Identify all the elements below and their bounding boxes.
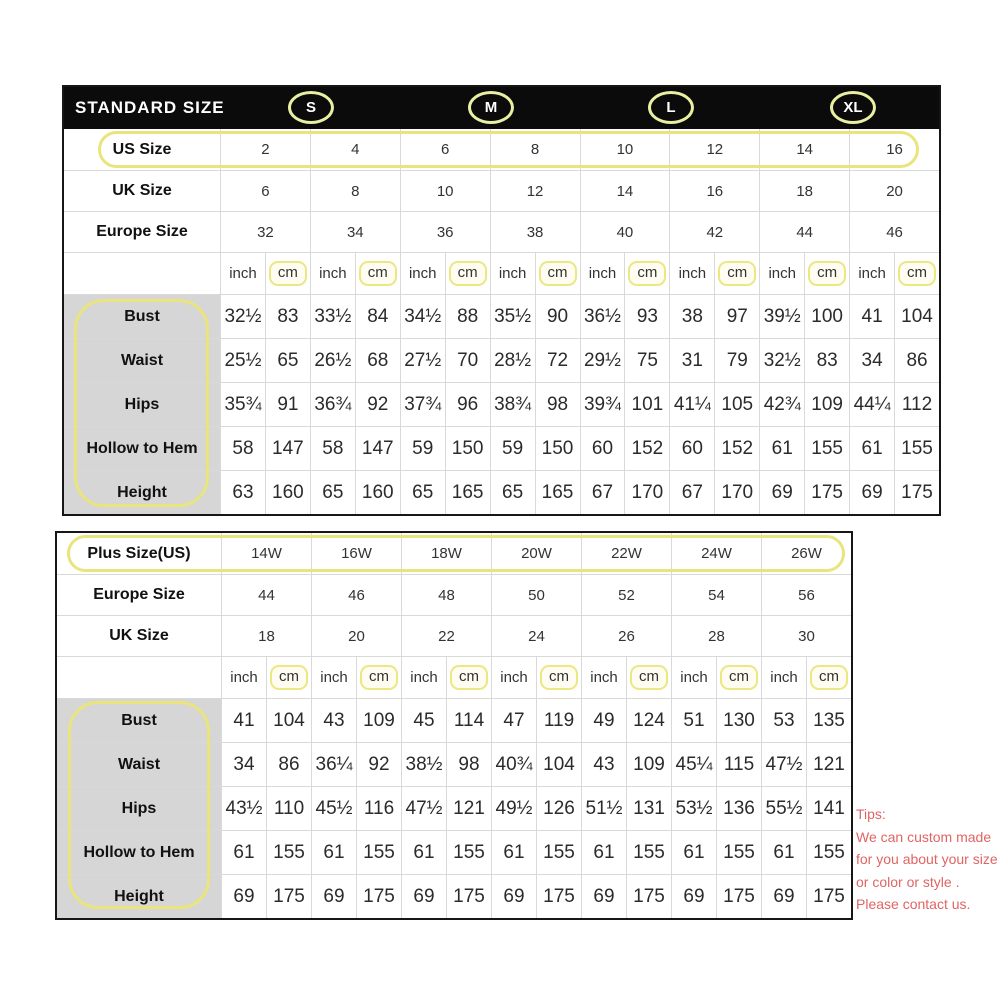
row-label: UK Size <box>109 627 169 644</box>
tips-line: Please contact us. <box>856 896 971 912</box>
measure-cm-cell: 124 <box>626 699 671 742</box>
measure-cm-cell: 119 <box>536 699 581 742</box>
measure-inch-cell: 47 <box>491 699 536 742</box>
measure-cm-cell: 160 <box>355 471 400 514</box>
measure-inch-cell: 60 <box>669 427 714 470</box>
unit-inch-cell: inch <box>221 657 266 698</box>
size-cell: 6 <box>220 171 310 211</box>
tips-line: for you about your size <box>856 851 998 867</box>
row-plus-size-us <box>57 533 851 574</box>
measure-inch-cell: 67 <box>580 471 625 514</box>
unit-cm-cell <box>265 253 310 294</box>
unit-inch-cell: inch <box>669 253 714 294</box>
size-cell: 12 <box>490 171 580 211</box>
cm-highlight-badge: cm <box>810 665 848 690</box>
measure-inch-cell: 41¼ <box>669 383 714 426</box>
row-uk-size <box>57 615 851 656</box>
measure-cm-cell: 104 <box>894 295 939 338</box>
cm-highlight-badge: cm <box>540 665 578 690</box>
measure-inch-cell: 39½ <box>759 295 804 338</box>
row-hips <box>64 382 939 426</box>
row-bust <box>64 294 939 338</box>
measure-inch-cell: 45¼ <box>671 743 716 786</box>
measure-inch-cell: 61 <box>311 831 356 874</box>
size-cell: 14 <box>759 129 849 170</box>
cm-highlight-badge: cm <box>808 261 846 286</box>
size-cell: 8 <box>490 129 580 170</box>
measure-cm-cell: 97 <box>714 295 759 338</box>
measure-cm-cell: 98 <box>535 383 580 426</box>
measure-label: Height <box>57 875 221 918</box>
row-label: Plus Size(US) <box>87 544 191 562</box>
size-cell: 18 <box>221 616 311 656</box>
plus-size-table <box>55 531 853 920</box>
measure-cm-cell: 152 <box>714 427 759 470</box>
unit-cm-cell <box>806 657 851 698</box>
measure-cm-cell: 88 <box>445 295 490 338</box>
size-badge-s: S <box>288 91 334 124</box>
measure-inch-cell: 65 <box>310 471 355 514</box>
measure-cm-cell: 147 <box>265 427 310 470</box>
plus-size-rows <box>57 533 851 918</box>
row-europe-size <box>64 211 939 252</box>
row-label: US Size <box>112 140 172 158</box>
measure-inch-cell: 34 <box>221 743 266 786</box>
measure-cm-cell: 175 <box>446 875 491 918</box>
measure-inch-cell: 38½ <box>401 743 446 786</box>
row-units <box>57 656 851 698</box>
measure-inch-cell: 58 <box>310 427 355 470</box>
size-cell: 36 <box>400 212 490 252</box>
size-cell: 44 <box>759 212 849 252</box>
row-us-size <box>64 129 939 170</box>
measure-inch-cell: 35½ <box>490 295 535 338</box>
measure-cm-cell: 68 <box>355 339 400 382</box>
measure-cm-cell: 155 <box>716 831 761 874</box>
measure-cm-cell: 135 <box>806 699 851 742</box>
unit-cm-cell <box>445 253 490 294</box>
measure-inch-cell: 45½ <box>311 787 356 830</box>
measure-label: Height <box>64 471 220 514</box>
measure-inch-cell: 65 <box>490 471 535 514</box>
measure-cm-cell: 170 <box>714 471 759 514</box>
measure-cm-cell: 155 <box>356 831 401 874</box>
measure-cm-cell: 121 <box>806 743 851 786</box>
measure-label: Hollow to Hem <box>64 427 220 470</box>
measure-cm-cell: 175 <box>716 875 761 918</box>
row-label: Europe Size <box>93 586 185 603</box>
row-waist <box>64 338 939 382</box>
measure-inch-cell: 51½ <box>581 787 626 830</box>
measure-cm-cell: 155 <box>626 831 671 874</box>
measure-cm-cell: 175 <box>266 875 311 918</box>
measure-inch-cell: 27½ <box>400 339 445 382</box>
measure-label: Waist <box>57 743 221 786</box>
measure-inch-cell: 53 <box>761 699 806 742</box>
measure-inch-cell: 61 <box>401 831 446 874</box>
unit-cm-cell <box>355 253 400 294</box>
row-units <box>64 252 939 294</box>
cm-highlight-badge: cm <box>628 261 666 286</box>
measure-cm-cell: 91 <box>265 383 310 426</box>
measure-cm-cell: 86 <box>266 743 311 786</box>
measure-inch-cell: 61 <box>761 831 806 874</box>
measure-inch-cell: 47½ <box>401 787 446 830</box>
row-europe-size <box>57 574 851 615</box>
measure-cm-cell: 115 <box>716 743 761 786</box>
size-cell: 24 <box>491 616 581 656</box>
measure-cm-cell: 165 <box>445 471 490 514</box>
measure-inch-cell: 69 <box>761 875 806 918</box>
measure-cm-cell: 130 <box>716 699 761 742</box>
unit-inch-cell: inch <box>311 657 356 698</box>
cm-highlight-badge: cm <box>360 665 398 690</box>
size-cell: 16 <box>849 129 939 170</box>
standard-size-title: STANDARD SIZE <box>75 98 225 117</box>
unit-inch-cell: inch <box>581 657 626 698</box>
tips-title: Tips: <box>856 806 886 822</box>
size-cell: 28 <box>671 616 761 656</box>
tips-line: or color or style . <box>856 873 960 890</box>
measure-label: Bust <box>57 699 221 742</box>
size-cell: 48 <box>401 575 491 615</box>
size-cell: 10 <box>400 171 490 211</box>
measure-cm-cell: 126 <box>536 787 581 830</box>
unit-cm-cell <box>266 657 311 698</box>
size-cell: 18W <box>401 533 491 574</box>
unit-cm-cell <box>714 253 759 294</box>
measure-cm-cell: 175 <box>356 875 401 918</box>
size-cell: 46 <box>849 212 939 252</box>
measure-inch-cell: 32½ <box>220 295 265 338</box>
unit-inch-cell: inch <box>400 253 445 294</box>
measure-cm-cell: 155 <box>894 427 939 470</box>
size-cell: 42 <box>669 212 759 252</box>
unit-inch-cell: inch <box>310 253 355 294</box>
measure-cm-cell: 98 <box>446 743 491 786</box>
measure-cm-cell: 101 <box>624 383 669 426</box>
measure-inch-cell: 38¾ <box>490 383 535 426</box>
unit-inch-cell: inch <box>490 253 535 294</box>
tips-line: We can custom made <box>856 828 992 845</box>
measure-cm-cell: 175 <box>894 471 939 514</box>
measure-cm-cell: 109 <box>356 699 401 742</box>
cm-highlight-badge: cm <box>720 665 758 690</box>
size-cell: 56 <box>761 575 851 615</box>
size-cell: 38 <box>490 212 580 252</box>
measure-cm-cell: 112 <box>894 383 939 426</box>
cm-highlight-badge: cm <box>359 261 397 286</box>
row-label: Europe Size <box>96 223 188 240</box>
row-label: UK Size <box>112 182 172 199</box>
size-cell: 30 <box>761 616 851 656</box>
unit-row-empty-label <box>64 253 220 294</box>
size-cell: 44 <box>221 575 311 615</box>
measure-cm-cell: 136 <box>716 787 761 830</box>
cm-highlight-badge: cm <box>630 665 668 690</box>
standard-size-table <box>62 85 941 516</box>
measure-inch-cell: 61 <box>491 831 536 874</box>
row-hips <box>57 786 851 830</box>
cm-highlight-badge: cm <box>539 261 577 286</box>
size-cell: 32 <box>220 212 310 252</box>
measure-inch-cell: 61 <box>671 831 716 874</box>
measure-inch-cell: 25½ <box>220 339 265 382</box>
unit-inch-cell: inch <box>849 253 894 294</box>
measure-cm-cell: 100 <box>804 295 849 338</box>
measure-cm-cell: 131 <box>626 787 671 830</box>
measure-inch-cell: 43 <box>311 699 356 742</box>
measure-cm-cell: 79 <box>714 339 759 382</box>
measure-inch-cell: 43½ <box>221 787 266 830</box>
measure-inch-cell: 38 <box>669 295 714 338</box>
measure-inch-cell: 26½ <box>310 339 355 382</box>
unit-inch-cell: inch <box>580 253 625 294</box>
size-cell: 16 <box>669 171 759 211</box>
measure-inch-cell: 59 <box>400 427 445 470</box>
size-cell: 14 <box>580 171 670 211</box>
measure-cm-cell: 92 <box>356 743 401 786</box>
size-cell: 34 <box>310 212 400 252</box>
measure-inch-cell: 28½ <box>490 339 535 382</box>
measure-inch-cell: 44¼ <box>849 383 894 426</box>
measure-label: Hollow to Hem <box>57 831 221 874</box>
measure-cm-cell: 109 <box>626 743 671 786</box>
measure-cm-cell: 96 <box>445 383 490 426</box>
measure-inch-cell: 47½ <box>761 743 806 786</box>
measure-cm-cell: 86 <box>894 339 939 382</box>
unit-cm-cell <box>536 657 581 698</box>
measure-inch-cell: 69 <box>849 471 894 514</box>
size-cell: 26W <box>761 533 851 574</box>
size-cell: 20W <box>491 533 581 574</box>
measure-cm-cell: 109 <box>804 383 849 426</box>
unit-cm-cell <box>624 253 669 294</box>
cm-highlight-badge: cm <box>269 261 307 286</box>
measure-cm-cell: 150 <box>535 427 580 470</box>
measure-inch-cell: 32½ <box>759 339 804 382</box>
measure-cm-cell: 92 <box>355 383 400 426</box>
measure-inch-cell: 61 <box>221 831 266 874</box>
measure-inch-cell: 49 <box>581 699 626 742</box>
measure-label: Hips <box>64 383 220 426</box>
size-badge-xl: XL <box>830 91 876 124</box>
measure-inch-cell: 42¾ <box>759 383 804 426</box>
tips-note <box>856 803 998 916</box>
measure-inch-cell: 69 <box>221 875 266 918</box>
measure-cm-cell: 84 <box>355 295 400 338</box>
cm-highlight-badge: cm <box>898 261 936 286</box>
measure-inch-cell: 55½ <box>761 787 806 830</box>
standard-size-header-bar <box>64 87 939 129</box>
measure-cm-cell: 121 <box>446 787 491 830</box>
size-cell: 52 <box>581 575 671 615</box>
measure-inch-cell: 41 <box>849 295 894 338</box>
measure-inch-cell: 41 <box>221 699 266 742</box>
cm-highlight-badge: cm <box>270 665 308 690</box>
measure-cm-cell: 175 <box>806 875 851 918</box>
measure-cm-cell: 83 <box>804 339 849 382</box>
unit-inch-cell: inch <box>220 253 265 294</box>
size-cell: 50 <box>491 575 581 615</box>
unit-inch-cell: inch <box>401 657 446 698</box>
measure-cm-cell: 150 <box>445 427 490 470</box>
size-cell: 6 <box>400 129 490 170</box>
row-height <box>57 874 851 918</box>
measure-cm-cell: 155 <box>804 427 849 470</box>
size-badge-m: M <box>468 91 514 124</box>
measure-inch-cell: 60 <box>580 427 625 470</box>
unit-cm-cell <box>626 657 671 698</box>
row-waist <box>57 742 851 786</box>
measure-inch-cell: 69 <box>581 875 626 918</box>
measure-inch-cell: 45 <box>401 699 446 742</box>
size-cell: 4 <box>310 129 400 170</box>
unit-cm-cell <box>535 253 580 294</box>
measure-cm-cell: 155 <box>446 831 491 874</box>
measure-inch-cell: 53½ <box>671 787 716 830</box>
cm-highlight-badge: cm <box>718 261 756 286</box>
unit-cm-cell <box>446 657 491 698</box>
measure-inch-cell: 36¾ <box>310 383 355 426</box>
measure-inch-cell: 34½ <box>400 295 445 338</box>
measure-inch-cell: 39¾ <box>580 383 625 426</box>
measure-inch-cell: 37¾ <box>400 383 445 426</box>
standard-size-rows <box>64 129 939 514</box>
measure-cm-cell: 75 <box>624 339 669 382</box>
unit-cm-cell <box>716 657 761 698</box>
size-badge-l: L <box>648 91 694 124</box>
measure-inch-cell: 69 <box>759 471 804 514</box>
measure-inch-cell: 61 <box>849 427 894 470</box>
size-cell: 20 <box>849 171 939 211</box>
measure-inch-cell: 34 <box>849 339 894 382</box>
measure-inch-cell: 49½ <box>491 787 536 830</box>
measure-inch-cell: 36¼ <box>311 743 356 786</box>
measure-cm-cell: 116 <box>356 787 401 830</box>
size-cell: 18 <box>759 171 849 211</box>
measure-inch-cell: 51 <box>671 699 716 742</box>
measure-cm-cell: 90 <box>535 295 580 338</box>
measure-inch-cell: 69 <box>671 875 716 918</box>
measure-cm-cell: 160 <box>265 471 310 514</box>
measure-cm-cell: 93 <box>624 295 669 338</box>
measure-cm-cell: 65 <box>265 339 310 382</box>
measure-label: Bust <box>64 295 220 338</box>
measure-inch-cell: 69 <box>491 875 536 918</box>
unit-cm-cell <box>894 253 939 294</box>
row-height <box>64 470 939 514</box>
size-cell: 22W <box>581 533 671 574</box>
unit-inch-cell: inch <box>671 657 716 698</box>
unit-inch-cell: inch <box>491 657 536 698</box>
measure-inch-cell: 58 <box>220 427 265 470</box>
size-cell: 40 <box>580 212 670 252</box>
measure-inch-cell: 63 <box>220 471 265 514</box>
measure-cm-cell: 170 <box>624 471 669 514</box>
measure-inch-cell: 67 <box>669 471 714 514</box>
measure-inch-cell: 61 <box>581 831 626 874</box>
measure-inch-cell: 59 <box>490 427 535 470</box>
unit-inch-cell: inch <box>759 253 804 294</box>
size-cell: 16W <box>311 533 401 574</box>
measure-inch-cell: 31 <box>669 339 714 382</box>
size-cell: 46 <box>311 575 401 615</box>
measure-cm-cell: 175 <box>804 471 849 514</box>
measure-cm-cell: 70 <box>445 339 490 382</box>
measure-label: Hips <box>57 787 221 830</box>
size-cell: 26 <box>581 616 671 656</box>
measure-inch-cell: 29½ <box>580 339 625 382</box>
size-cell: 8 <box>310 171 400 211</box>
measure-cm-cell: 147 <box>355 427 400 470</box>
size-cell: 22 <box>401 616 491 656</box>
row-bust <box>57 698 851 742</box>
measure-cm-cell: 175 <box>626 875 671 918</box>
measure-inch-cell: 33½ <box>310 295 355 338</box>
measure-inch-cell: 43 <box>581 743 626 786</box>
measure-inch-cell: 40¾ <box>491 743 536 786</box>
size-cell: 2 <box>220 129 310 170</box>
unit-inch-cell: inch <box>761 657 806 698</box>
measure-cm-cell: 155 <box>806 831 851 874</box>
measure-inch-cell: 61 <box>759 427 804 470</box>
size-cell: 24W <box>671 533 761 574</box>
measure-cm-cell: 152 <box>624 427 669 470</box>
measure-inch-cell: 69 <box>401 875 446 918</box>
measure-inch-cell: 36½ <box>580 295 625 338</box>
measure-cm-cell: 104 <box>536 743 581 786</box>
measure-cm-cell: 72 <box>535 339 580 382</box>
row-hollow-to-hem <box>64 426 939 470</box>
measure-inch-cell: 65 <box>400 471 445 514</box>
measure-inch-cell: 69 <box>311 875 356 918</box>
unit-row-empty-label <box>57 657 221 698</box>
size-cell: 10 <box>580 129 670 170</box>
measure-cm-cell: 110 <box>266 787 311 830</box>
size-cell: 12 <box>669 129 759 170</box>
measure-cm-cell: 155 <box>536 831 581 874</box>
measure-cm-cell: 155 <box>266 831 311 874</box>
measure-cm-cell: 104 <box>266 699 311 742</box>
row-uk-size <box>64 170 939 211</box>
measure-cm-cell: 114 <box>446 699 491 742</box>
cm-highlight-badge: cm <box>449 261 487 286</box>
size-cell: 54 <box>671 575 761 615</box>
size-cell: 14W <box>221 533 311 574</box>
measure-cm-cell: 83 <box>265 295 310 338</box>
row-hollow-to-hem <box>57 830 851 874</box>
measure-cm-cell: 141 <box>806 787 851 830</box>
unit-cm-cell <box>804 253 849 294</box>
size-cell: 20 <box>311 616 401 656</box>
measure-cm-cell: 105 <box>714 383 759 426</box>
unit-cm-cell <box>356 657 401 698</box>
measure-inch-cell: 35¾ <box>220 383 265 426</box>
measure-cm-cell: 175 <box>536 875 581 918</box>
cm-highlight-badge: cm <box>450 665 488 690</box>
measure-cm-cell: 165 <box>535 471 580 514</box>
measure-label: Waist <box>64 339 220 382</box>
